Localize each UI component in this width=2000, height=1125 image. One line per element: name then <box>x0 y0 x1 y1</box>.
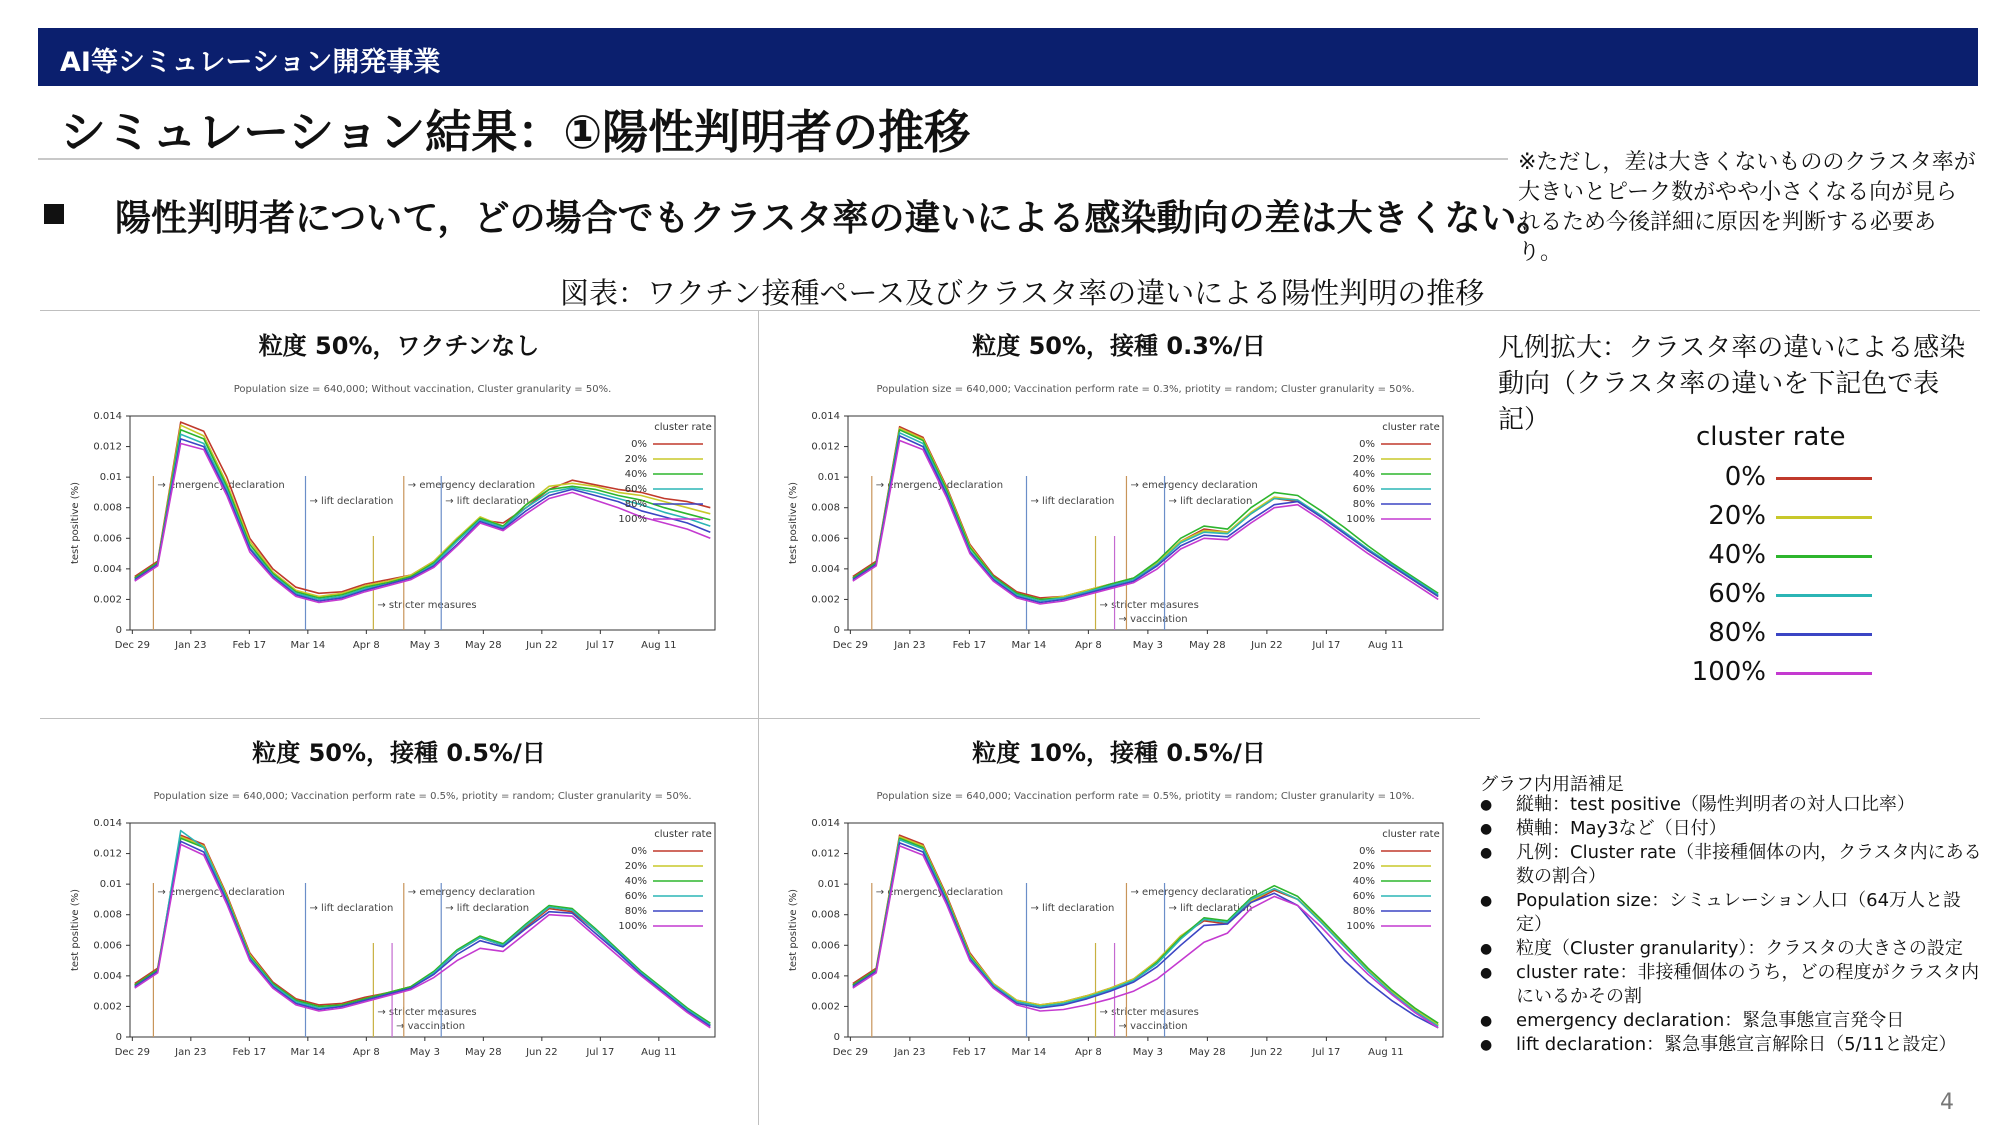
enlarged-legend <box>1650 420 1950 700</box>
y-tick-label: 0.006 <box>811 940 840 952</box>
x-tick-label: Aug 11 <box>641 1047 677 1058</box>
chart-legend-label: 0% <box>631 439 647 450</box>
chart-legend-label: 80% <box>1352 906 1375 917</box>
y-tick-label: 0.008 <box>811 909 840 921</box>
chart-legend-label: 60% <box>624 891 647 902</box>
annotation-label: → emergency declaration <box>1130 480 1258 491</box>
x-tick-label: Jun 22 <box>1251 1047 1283 1058</box>
legend-item-label: 0% <box>1724 462 1766 492</box>
x-tick-label: Jan 23 <box>175 1047 207 1058</box>
annotation-label: → stricter measures <box>1099 600 1199 611</box>
y-axis-label: test positive (%) <box>70 481 81 565</box>
y-tick-label: 0.008 <box>93 502 122 514</box>
chart-legend-label: 20% <box>624 454 647 465</box>
legend-item <box>1650 657 1950 689</box>
chart-grid-divider-horizontal <box>40 718 1480 719</box>
chart-subtitle: Population size = 640,000; Vaccination perform rate = 0.5%, priotity = random; Cluster granularity = 50%. <box>153 791 692 802</box>
glossary-item: ● emergency declaration：緊急事態宣言発令日 <box>1480 1009 1985 1033</box>
annotation-label: → stricter measures <box>377 600 477 611</box>
page-number: 4 <box>1940 1090 1954 1115</box>
x-tick-label: May 28 <box>1189 640 1226 651</box>
chart-legend-label: 40% <box>624 876 647 887</box>
x-tick-label: Mar 14 <box>290 640 326 651</box>
panel-title-3: 粒度 50%，接種 0.5%/日 <box>252 739 546 767</box>
x-tick-label: Dec 29 <box>832 640 869 651</box>
y-tick-label: 0.002 <box>811 594 840 606</box>
y-tick-label: 0.01 <box>817 472 840 484</box>
x-tick-label: Mar 14 <box>1011 640 1047 651</box>
y-tick-label: 0 <box>833 625 840 636</box>
x-tick-label: May 3 <box>409 1047 440 1058</box>
y-tick-label: 0.012 <box>93 441 122 453</box>
y-tick-label: 0.004 <box>811 970 840 982</box>
y-tick-label: 0.006 <box>93 533 122 545</box>
glossary-item: ● 粒度（Cluster granularity）：クラスタの大きさの設定 <box>1480 937 1985 961</box>
y-tick-label: 0.014 <box>93 818 122 829</box>
glossary-item: ● 凡例：Cluster rate（非接種個体の内，クラスタ内にある数の割合） <box>1480 841 1985 889</box>
panel-title-1: 粒度 50%，ワクチンなし <box>258 332 540 360</box>
x-tick-label: Feb 17 <box>232 1047 267 1058</box>
series-line-100pct <box>853 846 1438 1028</box>
y-axis-label: test positive (%) <box>70 888 81 972</box>
glossary-item: ● 縦軸：test positive（陽性判明者の対人口比率） <box>1480 793 1985 817</box>
legend-item <box>1650 618 1950 650</box>
chart-legend-label: 40% <box>1352 876 1375 887</box>
annotation-label: → lift declaration <box>445 496 530 507</box>
glossary-item: ● cluster rate：非接種個体のうち，どの程度がクラスタ内にいるかその割 <box>1480 961 1985 1009</box>
title-divider <box>38 158 1508 160</box>
chart-panel-1 <box>60 378 740 698</box>
x-tick-label: Aug 11 <box>1368 1047 1404 1058</box>
annotation-label: → emergency declaration <box>875 480 1004 491</box>
x-tick-label: May 3 <box>1132 640 1163 651</box>
x-tick-label: Jul 17 <box>1312 1047 1341 1058</box>
annotation-label: → vaccination <box>1118 614 1188 625</box>
legend-item-swatch <box>1776 555 1872 558</box>
annotation-label: → emergency declaration <box>875 887 1004 898</box>
y-tick-label: 0.008 <box>93 909 122 921</box>
chart-subtitle: Population size = 640,000; Vaccination perform rate = 0.3%, priotity = random; Cluster granularity = 50%. <box>876 384 1415 395</box>
chart-legend-label: 20% <box>1352 454 1375 465</box>
legend-item-label: 100% <box>1691 657 1766 687</box>
chart-legend-title: cluster rate <box>1382 829 1440 840</box>
x-tick-label: Jul 17 <box>586 640 615 651</box>
bullet-text: 陽性判明者について，どの場合でもクラスタ率の違いによる感染動向の差は大きくない。 <box>115 198 1553 239</box>
y-tick-label: 0.01 <box>99 879 122 891</box>
x-tick-label: Aug 11 <box>1368 640 1404 651</box>
x-tick-label: Dec 29 <box>832 1047 869 1058</box>
header-label: AI等シミュレーション開発事業 <box>60 47 441 78</box>
x-tick-label: Feb 17 <box>952 640 987 651</box>
x-tick-label: May 28 <box>465 640 502 651</box>
chart-legend-label: 0% <box>1359 846 1375 857</box>
legend-title: cluster rate <box>1696 422 1846 452</box>
annotation-label: → emergency declaration <box>407 480 536 491</box>
x-tick-label: Dec 29 <box>114 640 150 651</box>
series-line-80pct <box>853 843 1438 1028</box>
annotation-label: → emergency declaration <box>1130 887 1258 898</box>
annotation-label: → lift declaration <box>1168 903 1253 914</box>
chart-legend-label: 80% <box>624 499 647 510</box>
legend-item <box>1650 501 1950 533</box>
y-tick-label: 0.014 <box>811 818 840 829</box>
chart-legend-label: 100% <box>1346 514 1375 525</box>
legend-item-swatch <box>1776 672 1872 675</box>
bullet-square-icon <box>44 204 64 224</box>
note-text: ※ただし，差は大きくないもののクラスタ率が大きいとピーク数がやや小さくなる向が見られるため今後詳細に原因を判断する必要あり。 <box>1518 150 1976 265</box>
x-tick-label: Mar 14 <box>1011 1047 1047 1058</box>
y-tick-label: 0.014 <box>93 411 122 422</box>
chart-legend-title: cluster rate <box>654 422 712 433</box>
x-tick-label: Aug 11 <box>641 640 677 651</box>
panel-title-4: 粒度 10%，接種 0.5%/日 <box>972 739 1266 767</box>
x-tick-label: Apr 8 <box>352 1047 380 1058</box>
x-tick-label: Apr 8 <box>352 640 380 651</box>
y-tick-label: 0.012 <box>93 848 122 860</box>
legend-item <box>1650 462 1950 494</box>
chart-legend-label: 60% <box>624 484 647 495</box>
y-tick-label: 0 <box>833 1032 840 1043</box>
figure-caption: 図表：ワクチン接種ペース及びクラスタ率の違いによる陽性判明の推移 <box>560 276 1485 310</box>
chart-legend-label: 0% <box>631 846 647 857</box>
annotation-label: → stricter measures <box>1099 1007 1199 1018</box>
legend-item-swatch <box>1776 594 1872 597</box>
legend-item-swatch <box>1776 633 1872 636</box>
x-tick-label: May 3 <box>409 640 440 651</box>
annotation-label: → emergency declaration <box>157 480 285 491</box>
y-tick-label: 0 <box>115 1032 122 1043</box>
annotation-label: → lift declaration <box>1030 496 1115 507</box>
x-tick-label: Jan 23 <box>894 1047 926 1058</box>
y-tick-label: 0.002 <box>811 1001 840 1013</box>
chart-subtitle: Population size = 640,000; Vaccination perform rate = 0.5%, priotity = random; Cluster granularity = 10%. <box>876 791 1415 802</box>
annotation-label: → vaccination <box>1118 1021 1188 1032</box>
chart-legend-title: cluster rate <box>1382 422 1440 433</box>
x-tick-label: May 28 <box>465 1047 502 1058</box>
x-tick-label: May 3 <box>1132 1047 1163 1058</box>
chart-legend-label: 80% <box>624 906 647 917</box>
y-tick-label: 0.012 <box>811 441 840 453</box>
y-tick-label: 0.014 <box>811 411 840 422</box>
glossary-list <box>1480 793 1985 1057</box>
chart-legend-label: 100% <box>618 514 647 525</box>
x-tick-label: Jul 17 <box>586 1047 615 1058</box>
chart-legend-label: 60% <box>1352 891 1375 902</box>
y-axis-label: test positive (%) <box>788 481 799 565</box>
x-tick-label: Jan 23 <box>894 640 926 651</box>
annotation-label: → vaccination <box>396 1021 466 1032</box>
chart-panel-2 <box>778 378 1468 698</box>
legend-item-label: 60% <box>1708 579 1766 609</box>
legend-area-top-rule <box>1480 310 1980 311</box>
x-tick-label: Jan 23 <box>175 640 207 651</box>
chart-legend-label: 40% <box>1352 469 1375 480</box>
y-tick-label: 0.004 <box>811 563 840 575</box>
chart-legend-label: 40% <box>624 469 647 480</box>
annotation-label: → lift declaration <box>445 903 530 914</box>
glossary-title: グラフ内用語補足 <box>1480 774 1624 795</box>
glossary-item: ● lift declaration：緊急事態宣言解除日（5/11と設定） <box>1480 1033 1985 1057</box>
chart-legend-label: 20% <box>624 861 647 872</box>
y-tick-label: 0.008 <box>811 502 840 514</box>
y-tick-label: 0.01 <box>817 879 840 891</box>
chart-legend-label: 60% <box>1352 484 1375 495</box>
panel-title-2: 粒度 50%，接種 0.3%/日 <box>972 332 1266 360</box>
y-axis-label: test positive (%) <box>788 888 799 972</box>
legend-heading: 凡例拡大：クラスタ率の違いによる感染動向（クラスタ率の違いを下記色で表記） <box>1498 333 1966 435</box>
y-tick-label: 0.002 <box>93 594 122 606</box>
y-tick-label: 0.012 <box>811 848 840 860</box>
x-tick-label: Jun 22 <box>1251 640 1283 651</box>
x-tick-label: Feb 17 <box>952 1047 987 1058</box>
chart-legend-label: 0% <box>1359 439 1375 450</box>
annotation-label: → lift declaration <box>1168 496 1253 507</box>
y-tick-label: 0 <box>115 625 122 636</box>
y-tick-label: 0.01 <box>99 472 122 484</box>
x-tick-label: Mar 14 <box>290 1047 326 1058</box>
x-tick-label: Jun 22 <box>526 640 558 651</box>
y-tick-label: 0.004 <box>93 970 122 982</box>
y-tick-label: 0.006 <box>811 533 840 545</box>
annotation-label: → lift declaration <box>1030 903 1115 914</box>
series-line-60pct <box>853 840 1438 1027</box>
legend-item <box>1650 579 1950 611</box>
header-bar <box>38 28 1978 86</box>
legend-item <box>1650 540 1950 572</box>
legend-item-label: 80% <box>1708 618 1766 648</box>
chart-legend-title: cluster rate <box>654 829 712 840</box>
chart-subtitle: Population size = 640,000; Without vaccination, Cluster granularity = 50%. <box>233 384 612 395</box>
chart-legend-label: 80% <box>1352 499 1375 510</box>
annotation-label: → emergency declaration <box>407 887 536 898</box>
x-tick-label: Apr 8 <box>1074 1047 1102 1058</box>
y-tick-label: 0.002 <box>93 1001 122 1013</box>
chart-legend-label: 100% <box>618 921 647 932</box>
legend-item-swatch <box>1776 477 1872 480</box>
annotation-label: → lift declaration <box>309 496 394 507</box>
chart-panel-3 <box>60 785 740 1105</box>
annotation-label: → lift declaration <box>309 903 394 914</box>
legend-item-swatch <box>1776 516 1872 519</box>
page-title: シミュレーション結果：①陽性判明者の推移 <box>60 105 971 159</box>
chart-panel-4 <box>778 785 1468 1105</box>
chart-legend-label: 20% <box>1352 861 1375 872</box>
y-tick-label: 0.004 <box>93 563 122 575</box>
x-tick-label: Feb 17 <box>232 640 267 651</box>
x-tick-label: Dec 29 <box>114 1047 150 1058</box>
annotation-label: → stricter measures <box>377 1007 477 1018</box>
glossary-item: ● 横軸：May3など（日付） <box>1480 817 1985 841</box>
x-tick-label: May 28 <box>1189 1047 1226 1058</box>
y-tick-label: 0.006 <box>93 940 122 952</box>
annotation-label: → emergency declaration <box>157 887 285 898</box>
glossary-item: ● Population size：シミュレーション人口（64万人と設定） <box>1480 889 1985 937</box>
x-tick-label: Apr 8 <box>1074 640 1102 651</box>
x-tick-label: Jul 17 <box>1312 640 1341 651</box>
legend-item-label: 20% <box>1708 501 1766 531</box>
chart-legend-label: 100% <box>1346 921 1375 932</box>
x-tick-label: Jun 22 <box>526 1047 558 1058</box>
legend-item-label: 40% <box>1708 540 1766 570</box>
